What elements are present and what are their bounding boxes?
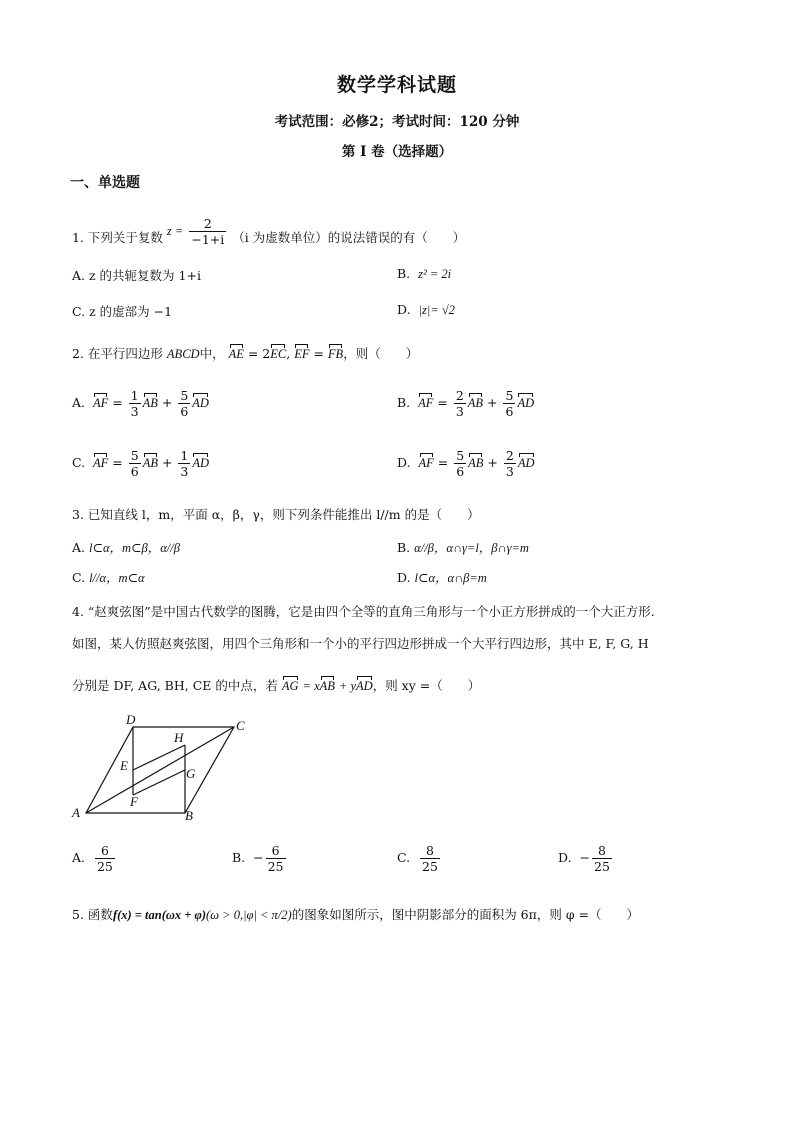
option-a[interactable]: A. $\frac{6}{25}$	[72, 843, 113, 874]
option-b[interactable]: B. z² = 2i	[397, 266, 452, 281]
question-4-line-3: 分别是 DF, AG, BH, CE 的中点，若 AG = xAB + yAD，则 xy =（ ）	[72, 678, 481, 693]
question-3: 3. 已知直线 l，m，平面 α，β，γ，则下列条件能推出 l//m 的是（ ）	[72, 507, 480, 522]
option-b[interactable]: B. − $\frac{6}{25}$	[232, 843, 284, 874]
option-d[interactable]: D. AF = $\frac{5}{6}$ AB + $\frac{2}{3}$ AD	[397, 448, 535, 479]
page-title: 数学学科试题	[336, 74, 457, 96]
question-4-line-2: 如图，某人仿照赵爽弦图，用四个三角形和一个小的平行四边形拼成一个大平行四边形，其中 E, F, G, H	[72, 636, 649, 651]
question-1	[72, 216, 466, 247]
parallelogram-figure	[70, 710, 260, 825]
label-a: A	[72, 805, 80, 820]
exam-scope: 考试范围：必修2；考试时间：120 分钟	[274, 114, 520, 130]
option-c[interactable]: C. z 的虚部为 −1	[72, 304, 173, 319]
option-c[interactable]: C. l//α，m⊂α	[72, 570, 145, 585]
question-text-tail: （i 为虚数单位）的说法错误的有（ ）	[232, 230, 466, 245]
option-d[interactable]: D. − $\frac{8}{25}$	[558, 843, 610, 874]
question-2: 2. 在平行四边形 ABCD中， AE = 2EC, EF = FB，则（ ）	[72, 346, 419, 361]
question-text: 下列关于复数	[87, 230, 163, 245]
label-e: E	[120, 758, 128, 773]
option-c[interactable]: C. $\frac{8}{25}$	[397, 843, 438, 874]
z-equals: z =	[166, 224, 184, 238]
question-5: 5. 函数f(x) = tan(ωx + φ)(ω > 0,|φ| < π/2)的图象如图所示，图中阴影部分的面积为 6π，则 φ =（ ）	[72, 907, 640, 922]
option-a[interactable]: A. l⊂α，m⊂β，α//β	[72, 540, 180, 555]
option-a[interactable]: A. z 的共轭复数为 1+i	[72, 268, 201, 283]
option-a[interactable]: A. AF = $\frac{1}{3}$ AB + $\frac{5}{6}$ AD	[72, 388, 209, 419]
section-heading: 一、单选题	[70, 175, 140, 191]
question-number: 1.	[72, 230, 84, 245]
segment-a-h	[86, 727, 234, 813]
option-d[interactable]: D. |z|= √2	[397, 302, 455, 317]
label-g: G	[186, 766, 196, 781]
label-d: D	[126, 712, 136, 727]
label-b: B	[185, 808, 193, 823]
fraction: $\frac{2}{-1+i}$	[191, 216, 225, 247]
option-c[interactable]: C. AF = $\frac{5}{6}$ AB + $\frac{1}{3}$ AD	[72, 448, 210, 479]
question-4: 4. “赵爽弦图”是中国古代数学的图腾，它是由四个全等的直角三角形与一个小正方形拼成的一个大正方形.	[72, 604, 655, 619]
segment-e-h	[133, 745, 185, 770]
segment-f-g	[133, 770, 185, 795]
option-d[interactable]: D. l⊂α，α∩β=m	[397, 570, 487, 585]
label-f: F	[130, 794, 138, 809]
option-b[interactable]: B. AF = $\frac{2}{3}$ AB + $\frac{5}{6}$ AD	[397, 388, 535, 419]
complex-expression	[167, 216, 228, 247]
label-h: H	[174, 730, 184, 745]
volume-heading: 第 I 卷（选择题）	[341, 144, 453, 160]
option-b[interactable]: B. α//β，α∩γ=l，β∩γ=m	[397, 540, 529, 555]
label-c: C	[236, 718, 245, 733]
